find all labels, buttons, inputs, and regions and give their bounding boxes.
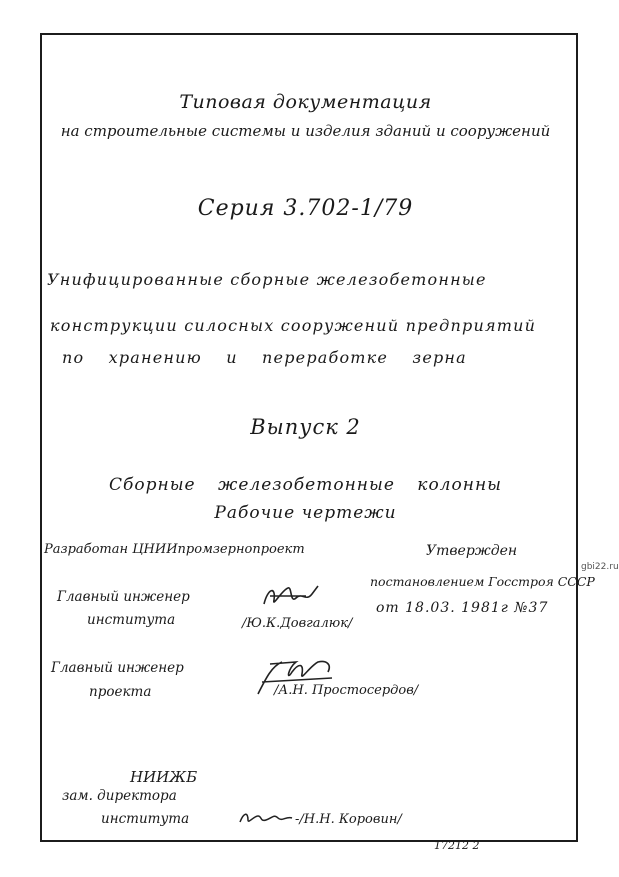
side-watermark: gbi22.ru [581, 562, 619, 572]
footer-code: 17212 2 [434, 839, 480, 852]
developer-org: Разработан ЦНИИпромзернопроект [44, 542, 305, 557]
deputy-director-name: -/Н.Н. Коровин/ [295, 812, 402, 827]
chief-engineer-project-label-2: проекта [89, 684, 152, 700]
second-organization: НИИЖБ [130, 768, 198, 786]
signature-1-icon [262, 582, 322, 612]
approval-decree: постановлением Госстроя СССР [370, 574, 595, 589]
chief-engineer-institute-label: Главный инженер [57, 589, 190, 605]
description-line-2: конструкции силосных сооружений предприятий [50, 316, 537, 335]
description-line-1: Унифицированные сборные железобетонные [47, 270, 487, 289]
doc-title-subline: на строительные системы и изделия зданий и сооружений [60, 122, 551, 140]
approval-date: от 18.03. 1981г №37 [376, 600, 549, 616]
subtitle-line-2: Рабочие чертежи [214, 503, 397, 523]
signature-3-icon [238, 808, 294, 828]
chief-engineer-project-name: /А.Н. Простосердов/ [274, 683, 419, 698]
chief-engineer-institute-label-2: института [87, 612, 176, 628]
approval-label: Утвержден [426, 543, 518, 559]
chief-engineer-project-label: Главный инженер [51, 660, 184, 676]
deputy-director-label: зам. директора [62, 788, 177, 804]
subtitle-line-1: Сборные железобетонные колонны [109, 475, 502, 495]
deputy-director-label-2: института [101, 811, 190, 827]
chief-engineer-institute-name: /Ю.К.Довгалюк/ [242, 616, 353, 631]
description-line-3: по хранению и переработке зерна [62, 348, 467, 367]
doc-title: Типовая документация [179, 91, 432, 113]
series-number: Серия 3.702-1/79 [197, 196, 414, 221]
issue-number: Выпуск 2 [250, 415, 361, 439]
